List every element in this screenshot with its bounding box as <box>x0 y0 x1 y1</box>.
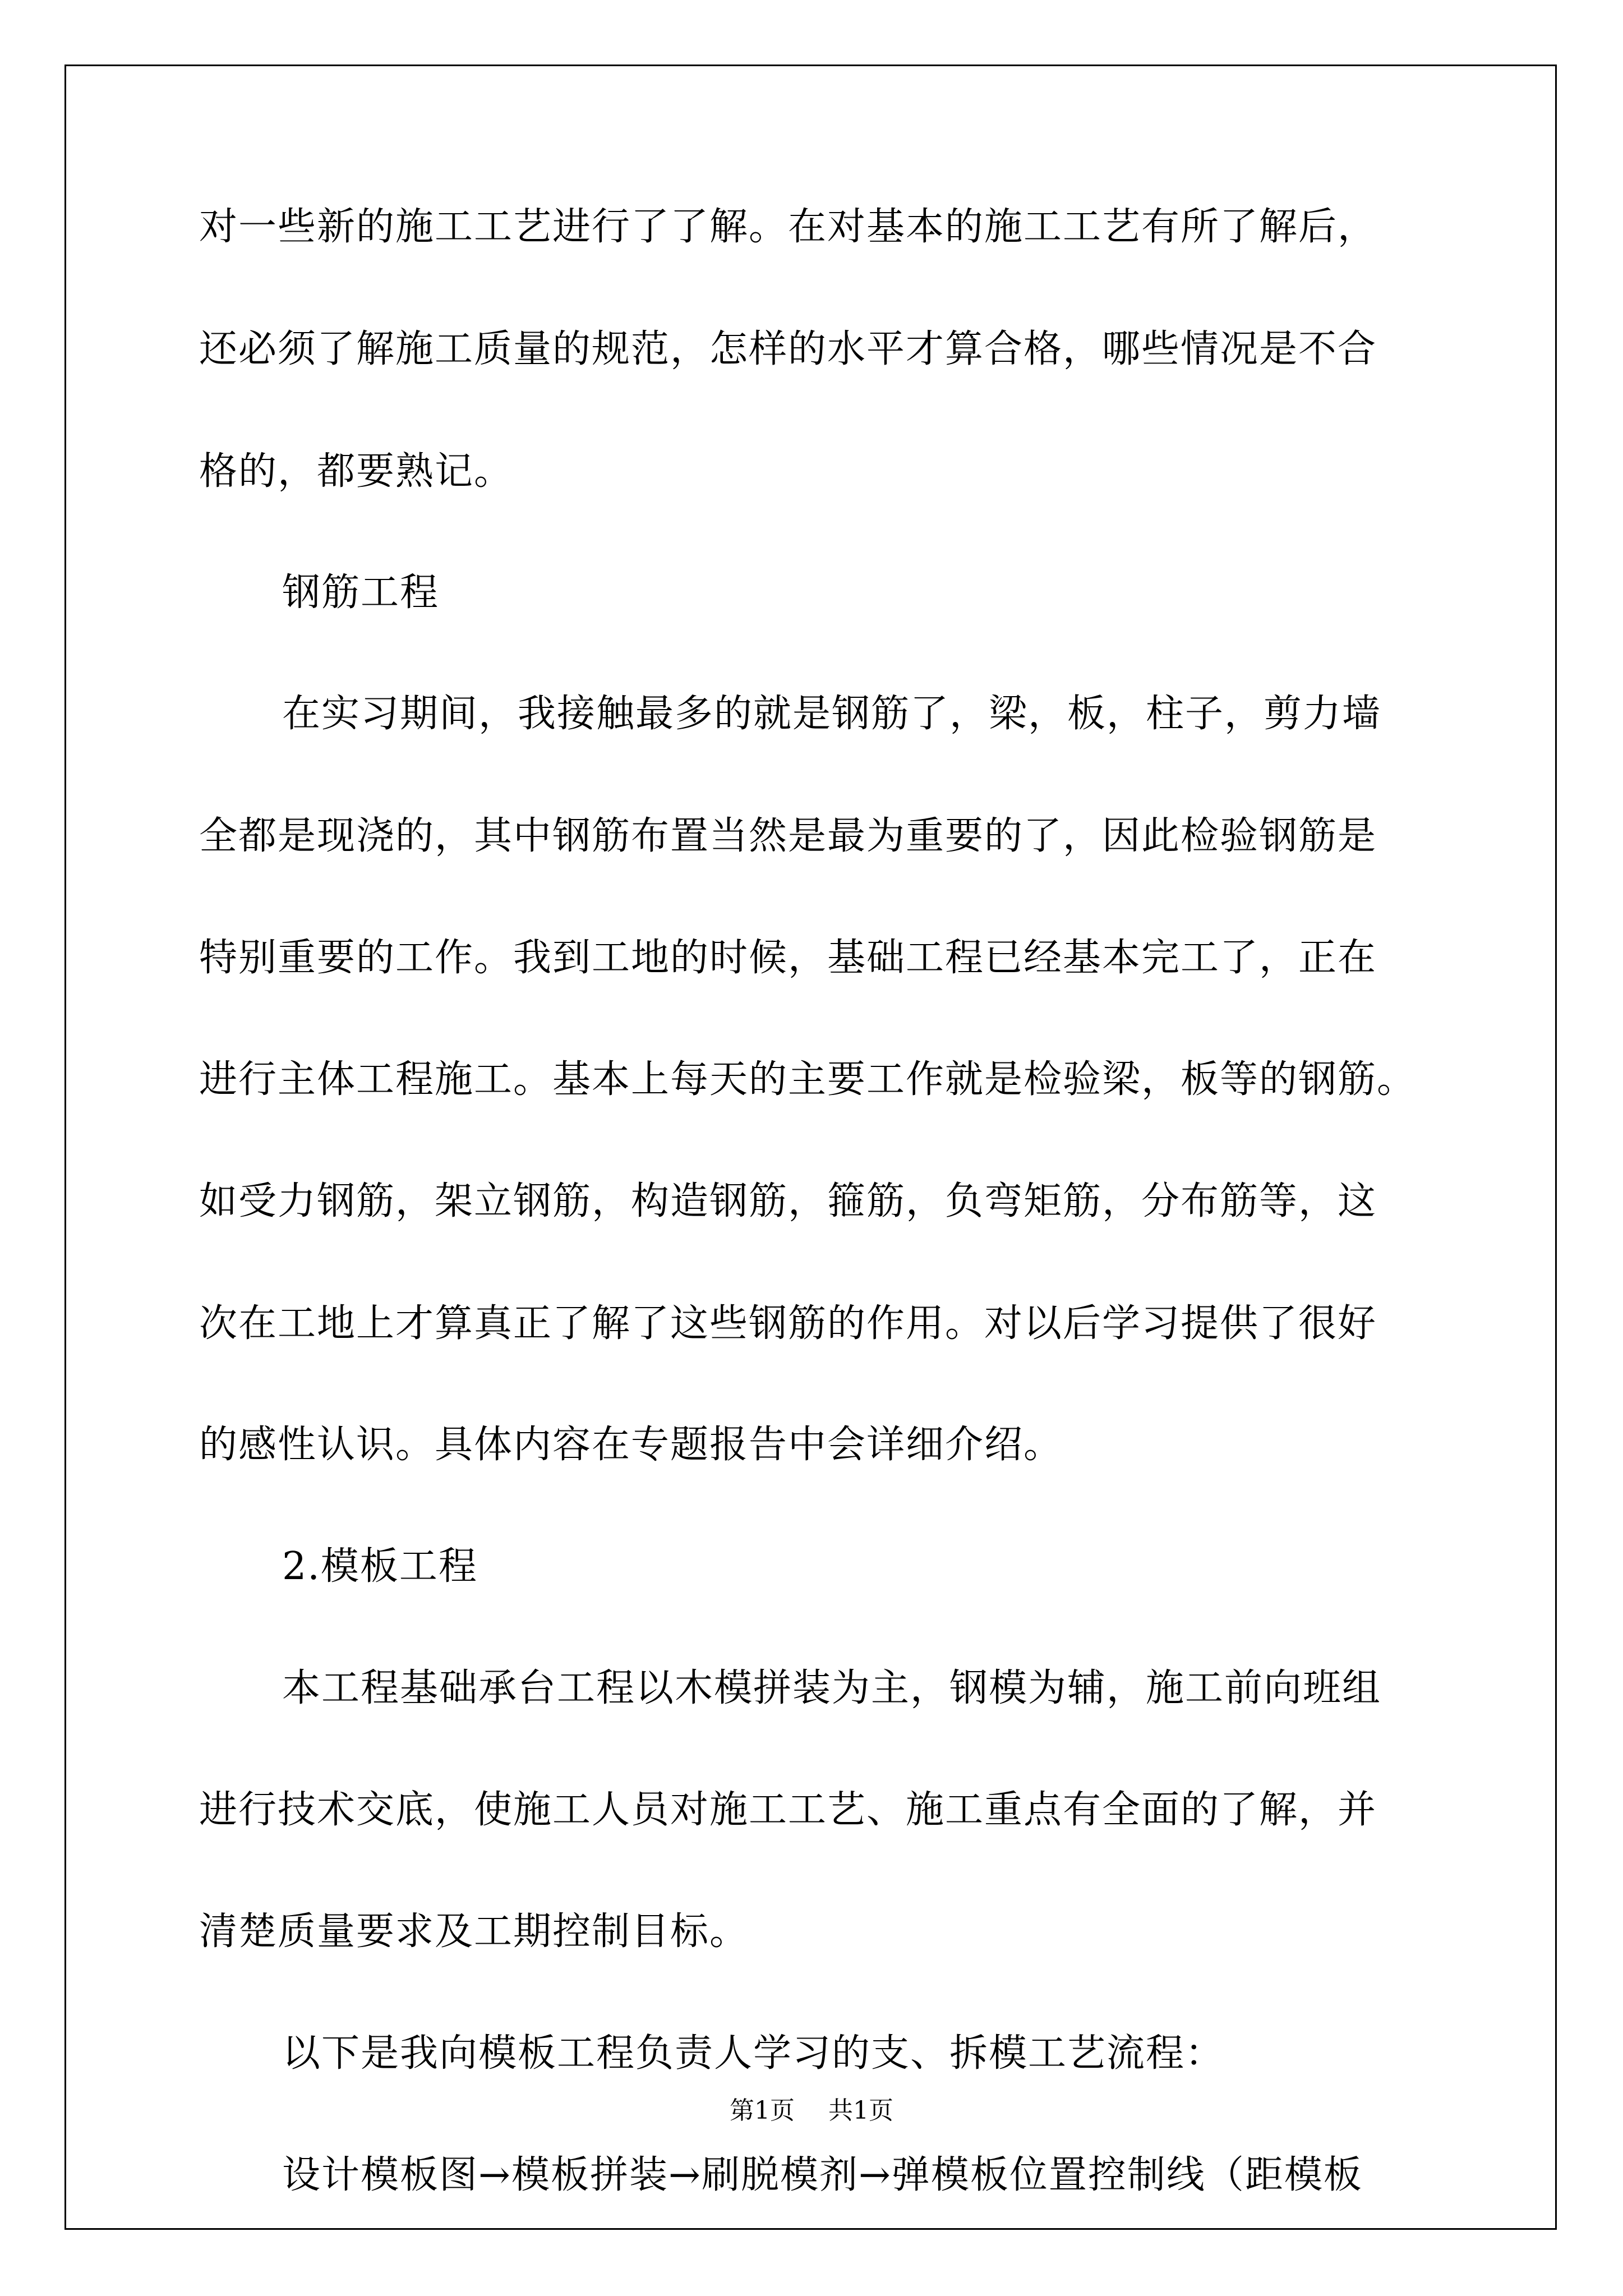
text-line: 的感性认识。具体内容在专题报告中会详细介绍。 <box>199 1423 1063 1467</box>
page-number: 第1页 <box>730 2096 795 2125</box>
text-line: 特别重要的工作。我到工地的时候，基础工程已经基本完工了，正在 <box>199 936 1377 980</box>
text-line: 设计模板图→模板拼装→刷脱模剂→弹模板位置控制线（距模板 <box>282 2153 1363 2197</box>
text-line: 次在工地上才算真正了解了这些钢筋的作用。对以后学习提供了很好 <box>199 1301 1377 1346</box>
text-line: 如受力钢筋，架立钢筋，构造钢筋，箍筋，负弯矩筋，分布筋等，这 <box>199 1179 1377 1223</box>
page-border <box>64 65 1557 2230</box>
text-line: 全都是现浇的，其中钢筋布置当然是最为重要的了，因此检验钢筋是 <box>199 814 1377 858</box>
section-heading: 钢筋工程 <box>282 570 440 615</box>
text-line: 格的，都要熟记。 <box>199 449 514 494</box>
section-heading: 2.模板工程 <box>282 1544 478 1589</box>
text-line: 进行技术交底，使施工人员对施工工艺、施工重点有全面的了解，并 <box>199 1788 1377 1832</box>
text-line: 本工程基础承台工程以木模拼装为主，钢模为辅，施工前向班组 <box>282 1666 1382 1710</box>
text-line: 还必须了解施工质量的规范，怎样的水平才算合格，哪些情况是不合 <box>199 327 1377 371</box>
text-line: 在实习期间，我接触最多的就是钢筋了，梁，板，柱子，剪力墙 <box>282 692 1382 736</box>
text-line: 对一些新的施工工艺进行了了解。在对基本的施工工艺有所了解后， <box>199 205 1377 249</box>
page-footer <box>0 2097 1623 2125</box>
text-line: 清楚质量要求及工期控制目标。 <box>199 1910 749 1954</box>
text-line: 以下是我向模板工程负责人学习的支、拆模工艺流程： <box>282 2031 1225 2076</box>
page-total: 共1页 <box>828 2096 893 2125</box>
text-line: 进行主体工程施工。基本上每天的主要工作就是检验梁，板等的钢筋。 <box>199 1057 1417 1102</box>
